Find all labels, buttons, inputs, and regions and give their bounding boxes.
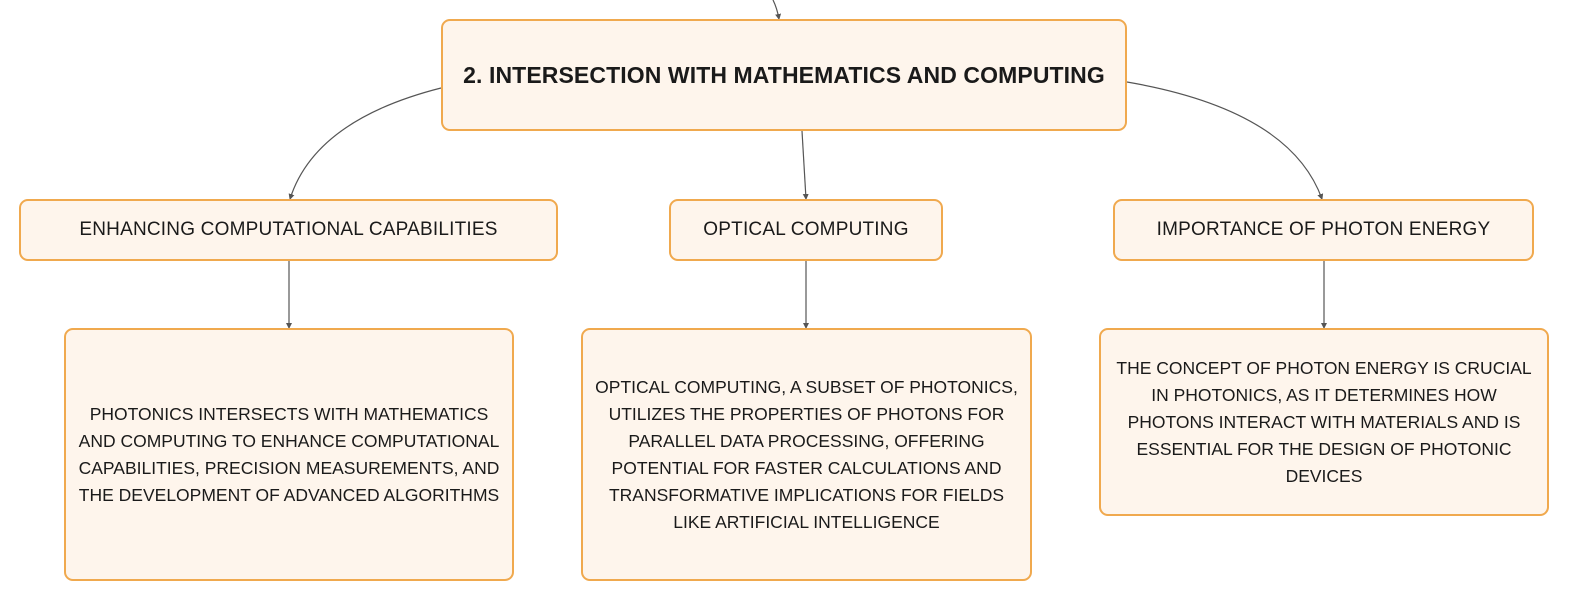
root-topic-node[interactable]: [441, 19, 1127, 131]
branch-node-enhancing-computational-capabilities[interactable]: [19, 199, 558, 261]
branch-node-importance-of-photon-energy[interactable]: [1113, 199, 1534, 261]
branch-label: IMPORTANCE OF PHOTON ENERGY: [1156, 219, 1491, 240]
branch-label: ENHANCING COMPUTATIONAL CAPABILITIES: [79, 219, 498, 240]
connector-root-to-c3: [1127, 82, 1322, 199]
detail-node-optical-computing[interactable]: [581, 328, 1032, 581]
detail-node-importance-of-photon-energy[interactable]: [1099, 328, 1549, 516]
detail-text: OPTICAL COMPUTING, A SUBSET OF PHOTONICS, UTILIZES THE PROPERTIES OF PHOTONS FOR PARALLEL DATA PROCESSING, OFFERING POTENTIAL FOR FASTER CALCULATIONS AND TRANSFORMATIVE IMPLICATIONS FOR FIELDS LIKE ARTIFICIAL INTELLIGENCE: [595, 376, 1018, 532]
connector-root-to-c1: [290, 88, 441, 199]
connector-incoming: [773, 0, 779, 19]
detail-node-enhancing-computational-capabilities[interactable]: [64, 328, 514, 581]
detail-text: PHOTONICS INTERSECTS WITH MATHEMATICS AND COMPUTING TO ENHANCE COMPUTATIONAL CAPABILITIES, PRECISION MEASUREMENTS, AND THE DEVELOPMENT OF ADVANCED ALGORITHMS: [78, 403, 500, 505]
branch-node-optical-computing[interactable]: [669, 199, 943, 261]
connector-root-to-c2: [802, 131, 806, 199]
root-topic-label: 2. INTERSECTION WITH MATHEMATICS AND COMPUTING: [463, 61, 1105, 88]
branch-label: OPTICAL COMPUTING: [703, 219, 909, 240]
detail-text: THE CONCEPT OF PHOTON ENERGY IS CRUCIAL IN PHOTONICS, AS IT DETERMINES HOW PHOTONS INTERACT WITH MATERIALS AND IS ESSENTIAL FOR THE DESIGN OF PHOTONIC DEVICES: [1116, 357, 1532, 486]
